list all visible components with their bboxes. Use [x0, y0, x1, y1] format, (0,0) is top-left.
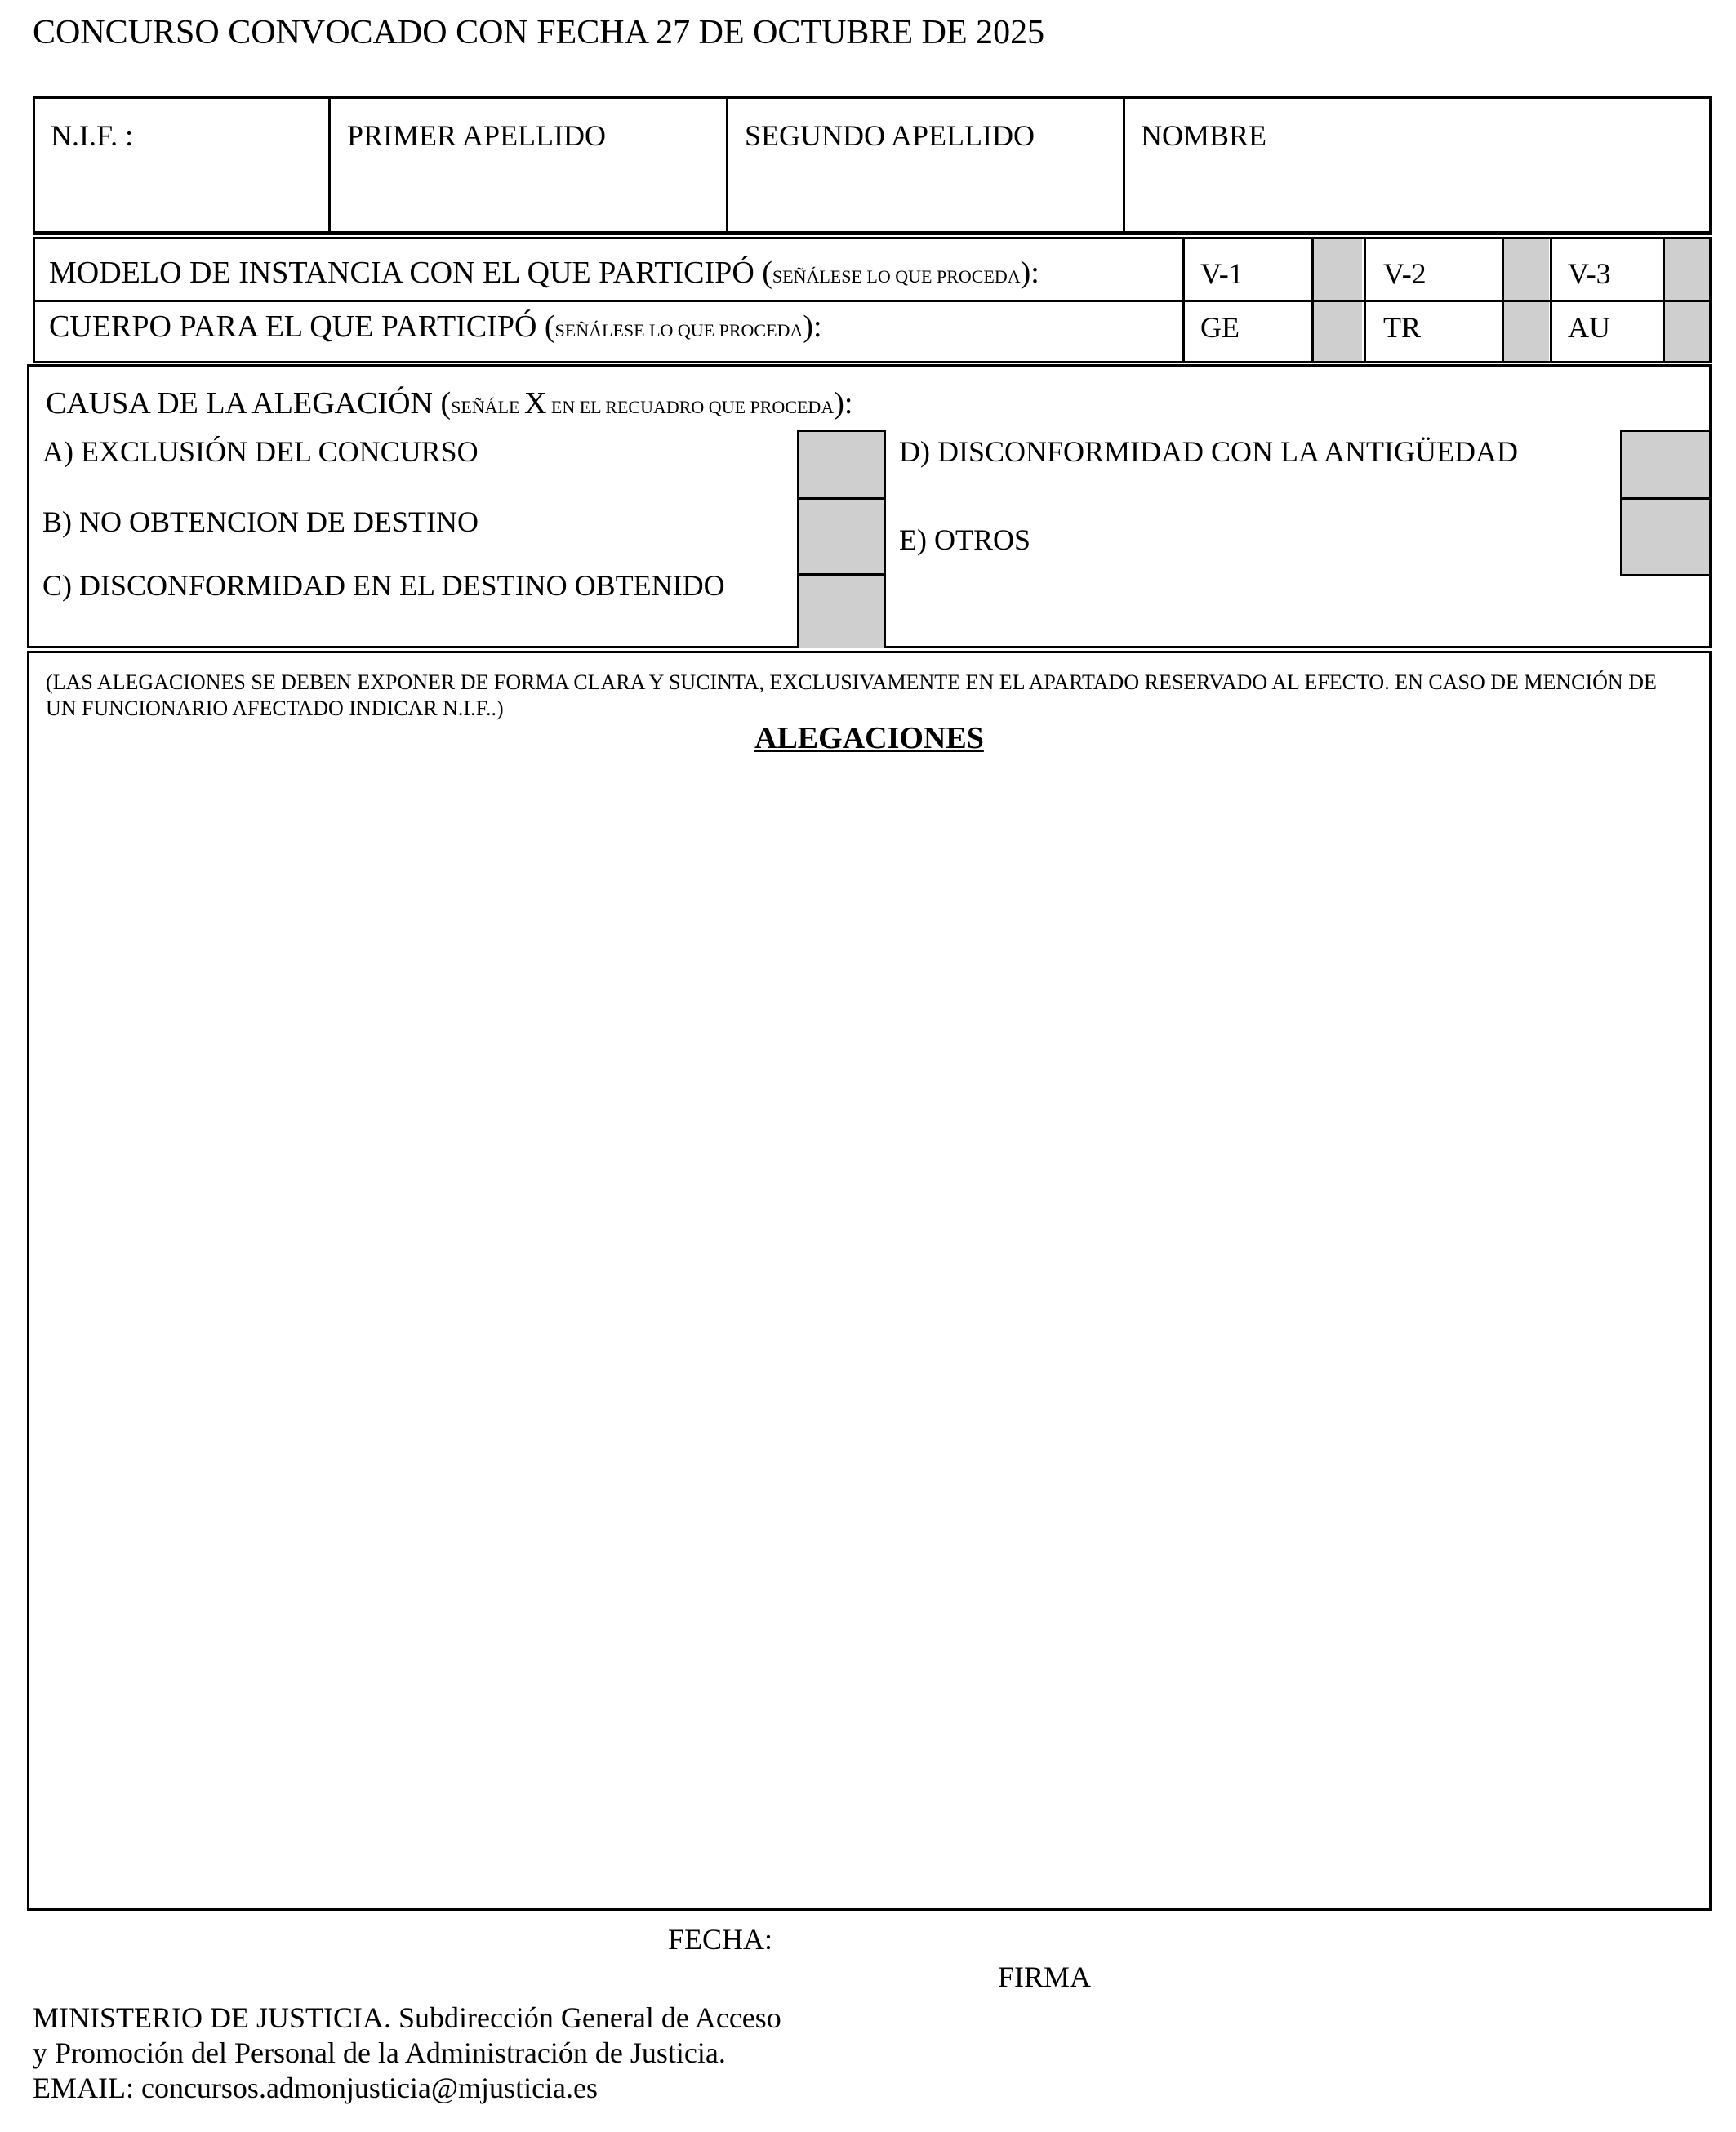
- alegaciones-instructions: (LAS ALEGACIONES SE DEBEN EXPONER DE FORMA CLARA Y SUCINTA, EXCLUSIVAMENTE EN EL APARTADO RESERVADO AL EFECTO. EN CASO DE MENCIÓN DE UN FUNCIONARIO AFECTADO INDICAR N.I.F..): [46, 670, 1657, 720]
- nif-field[interactable]: N.I.F. :: [51, 119, 134, 152]
- identity-box: [33, 96, 1712, 234]
- causa-option-b: B) NO OBTENCION DE DESTINO: [42, 505, 479, 538]
- option-v3: V-3: [1568, 257, 1611, 290]
- ministry-line-2: y Promoción del Personal de la Administración de Justicia.: [33, 2036, 726, 2069]
- causa-option-c: C) DISCONFORMIDAD EN EL DESTINO OBTENIDO: [42, 569, 725, 602]
- causa-option-e: E) OTROS: [899, 523, 1030, 556]
- cuerpo-label: CUERPO PARA EL QUE PARTICIPÓ (SEÑÁLESE LO QUE PROCEDA):: [49, 309, 822, 344]
- option-v2: V-2: [1383, 257, 1427, 290]
- causa-label: CAUSA DE LA ALEGACIÓN (SEÑÁLE X EN EL RECUADRO QUE PROCEDA):: [46, 386, 853, 421]
- fecha-label: FECHA:: [668, 1923, 773, 1956]
- option-ge: GE: [1200, 311, 1240, 344]
- alegaciones-textarea[interactable]: [41, 768, 1698, 1903]
- checkbox-causa-d[interactable]: [1622, 432, 1709, 497]
- option-v1: V-1: [1200, 257, 1244, 290]
- alegaciones-heading: ALEGACIONES: [754, 721, 984, 755]
- page-title: CONCURSO CONVOCADO CON FECHA 27 DE OCTUBRE DE 2025: [33, 14, 1045, 51]
- option-tr: TR: [1383, 311, 1422, 344]
- checkbox-causa-b[interactable]: [799, 500, 884, 573]
- causa-option-d: D) DISCONFORMIDAD CON LA ANTIGÜEDAD: [899, 435, 1519, 468]
- modelo-label: MODELO DE INSTANCIA CON EL QUE PARTICIPÓ (SEÑÁLESE LO QUE PROCEDA):: [49, 256, 1039, 290]
- segundo-apellido-field[interactable]: SEGUNDO APELLIDO: [745, 119, 1035, 152]
- checkbox-causa-a[interactable]: [799, 432, 884, 497]
- causa-option-a: A) EXCLUSIÓN DEL CONCURSO: [42, 435, 479, 468]
- checkbox-causa-c[interactable]: [799, 576, 884, 646]
- ministry-line-1: MINISTERIO DE JUSTICIA. Subdirección General de Acceso: [33, 2001, 781, 2034]
- primer-apellido-field[interactable]: PRIMER APELLIDO: [347, 119, 607, 152]
- firma-label: FIRMA: [998, 1961, 1092, 1993]
- nombre-field[interactable]: NOMBRE: [1141, 119, 1267, 152]
- email-line: EMAIL: concursos.admonjusticia@mjusticia.es: [33, 2072, 599, 2104]
- checkbox-causa-e[interactable]: [1622, 500, 1709, 574]
- option-au: AU: [1568, 311, 1610, 344]
